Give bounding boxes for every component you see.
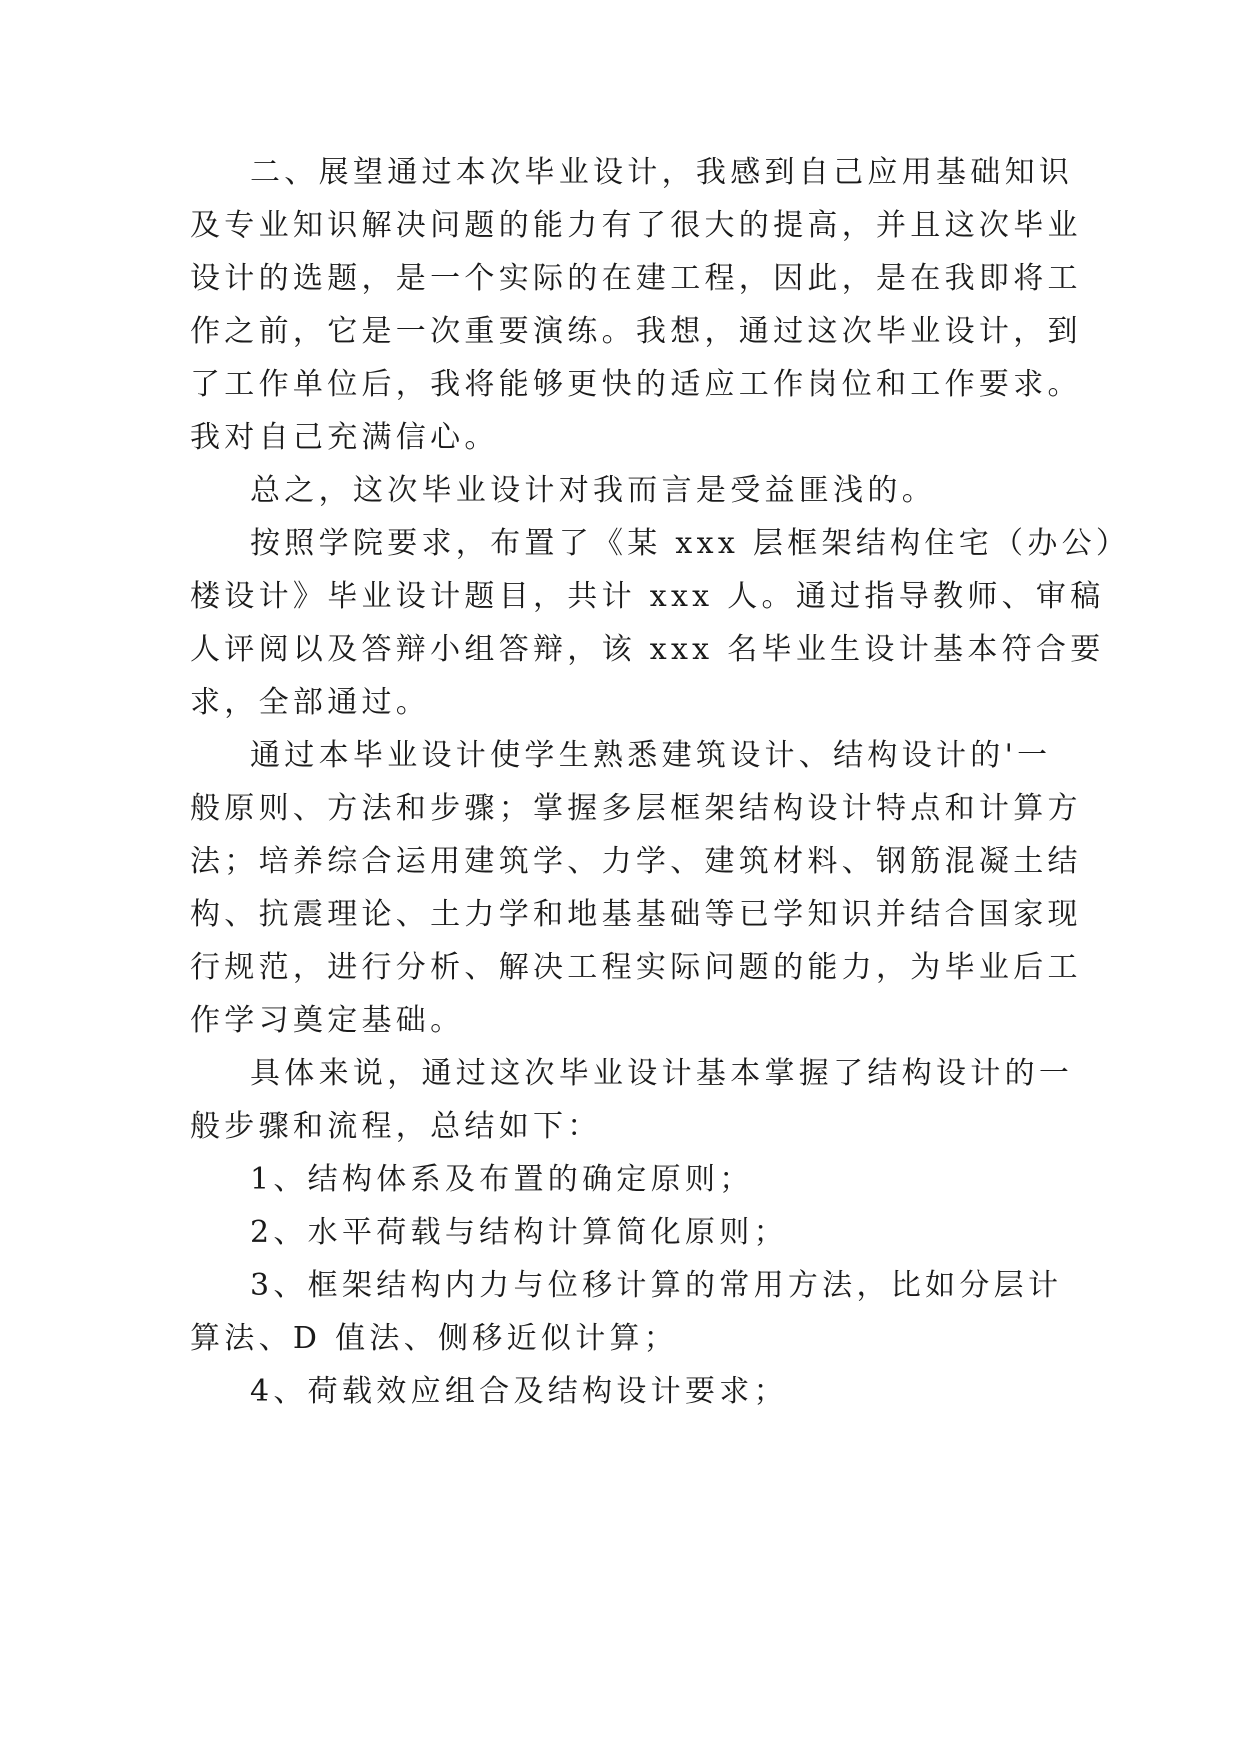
text-line: 算法、D 值法、侧移近似计算； xyxy=(190,1321,679,1356)
list-item: 2、水平荷载与结构计算简化原则； xyxy=(250,1215,788,1250)
text-line: 般步骤和流程，总结如下： xyxy=(190,1109,602,1144)
text-line: 楼设计》毕业设计题目，共计 xxx 人。通过指导教师、审稿 xyxy=(190,579,1105,614)
text-line: 及专业知识解决问题的能力有了很大的提高，并且这次毕业 xyxy=(190,208,1082,243)
text-line: 了工作单位后，我将能够更快的适应工作岗位和工作要求。 xyxy=(190,367,1082,402)
list-item: 3、框架结构内力与位移计算的常用方法，比如分层计 xyxy=(250,1268,1063,1303)
list-item: 1、结构体系及布置的确定原则； xyxy=(250,1162,754,1197)
text-line: 二、展望通过本次毕业设计，我感到自己应用基础知识 xyxy=(250,155,1074,190)
text-line: 具体来说，通过这次毕业设计基本掌握了结构设计的一 xyxy=(250,1056,1074,1091)
text-line: 按照学院要求，布置了《某 xxx 层框架结构住宅（办公） xyxy=(250,526,1131,561)
text-line: 人评阅以及答辩小组答辩，该 xxx 名毕业生设计基本符合要 xyxy=(190,632,1105,667)
text-line: 通过本毕业设计使学生熟悉建筑设计、结构设计的'一 xyxy=(250,738,1052,773)
text-line: 行规范，进行分析、解决工程实际问题的能力，为毕业后工 xyxy=(190,950,1082,985)
text-line: 作学习奠定基础。 xyxy=(190,1003,465,1038)
text-line: 构、抗震理论、土力学和地基基础等已学知识并结合国家现 xyxy=(190,897,1082,932)
text-line: 法；培养综合运用建筑学、力学、建筑材料、钢筋混凝土结 xyxy=(190,844,1082,879)
list-item: 4、荷载效应组合及结构设计要求； xyxy=(250,1374,788,1409)
text-line: 求，全部通过。 xyxy=(190,685,431,720)
text-line: 设计的选题，是一个实际的在建工程，因此，是在我即将工 xyxy=(190,261,1082,296)
text-line: 总之，这次毕业设计对我而言是受益匪浅的。 xyxy=(250,473,936,508)
text-line: 作之前，它是一次重要演练。我想，通过这次毕业设计，到 xyxy=(190,314,1082,349)
text-line: 我对自己充满信心。 xyxy=(190,420,499,455)
text-line: 般原则、方法和步骤；掌握多层框架结构设计特点和计算方 xyxy=(190,791,1082,826)
